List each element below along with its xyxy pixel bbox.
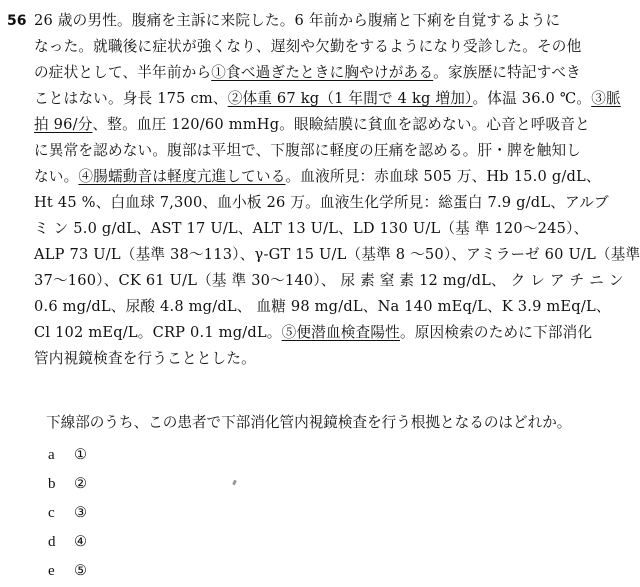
choice-b[interactable] [48,469,87,498]
stem-line-6: に異常を認めない。腹部は平坦で、下腹部に軽度の圧痛を認める。肝・脾を触知し [34,142,582,159]
choice-letter: d [48,534,56,550]
stem-text: 。家族歴に特記すべき [433,64,581,81]
question-stem [34,8,640,372]
stem-line-5 [34,112,590,138]
stem-line-11: 37～160）、CK 61 U/L（基 準 30～140）、 尿 素 窒 素 12 mg/dL、 ク レ ア チ ニ ン [34,272,624,289]
choice-letter: e [48,563,55,579]
stem-text: Cl 102 mEq/L。CRP 0.1 mg/dL。 [34,324,282,341]
stem-line-13 [34,320,593,346]
choice-d[interactable] [48,527,87,556]
stem-line-12: 0.6 mg/dL、尿酸 4.8 mg/dL、 血糖 98 mg/dL、Na 140 mEq/L、K 3.9 mEq/L、 [34,298,611,315]
stem-line-14: 管内視鏡検査を行うこととした。 [34,350,256,367]
choice-text: ⑤ [74,562,88,579]
scan-speck [232,480,237,486]
choice-c[interactable] [48,498,87,527]
underlined-finding-1: ①食べ過ぎたときに胸やけがある [211,64,434,81]
choice-text: ③ [74,504,88,521]
choice-e[interactable] [48,556,87,585]
underlined-finding-5: ⑤便潜血検査陽性 [281,324,400,341]
question-number: 56 [7,13,27,29]
choice-a[interactable] [48,440,87,469]
stem-text: 、整。血圧 120/60 mmHg。眼瞼結膜に貧血を認めない。心音と呼吸音と [92,116,590,133]
stem-line-9: ミ ン 5.0 g/dL、AST 17 U/L、ALT 13 U/L、LD 130 U/L（基 準 120～245）、 [34,220,589,237]
stem-line-2: なった。就職後に症状が強くなり、遅刻や欠勤をするようになり受診した。その他 [34,38,582,55]
underlined-finding-2: ②体重 67 kg（1 年間で 4 kg 増加） [227,90,473,107]
choice-text: ② [74,475,88,492]
question-prompt: 下線部のうち、この患者で下部消化管内視鏡検査を行う根拠となるのはどれか。 [46,414,572,431]
stem-line-1: 26 歳の男性。腹痛を主訴に来院した。6 年前から腹痛と下痢を自覚するように [34,12,561,29]
stem-text: ない。 [34,168,79,185]
stem-line-7 [34,164,601,190]
stem-text: 。原因検索のために下部消化 [399,324,593,341]
stem-line-8: Ht 45 %、白血球 7,300、血小板 26 万。血液生化学所見：総蛋白 7.9 g/dL、アルブ [34,194,609,211]
underlined-finding-4: ④腸蠕動音は軽度亢進している [78,168,286,185]
stem-line-3 [34,60,582,86]
choice-letter: b [48,476,56,492]
choice-letter: a [48,447,55,463]
choice-letter: c [48,505,55,521]
underlined-finding-3-end: 拍 96/分 [34,116,93,133]
stem-line-4 [34,86,621,112]
stem-text: の症状として、半年前から [34,64,212,81]
answer-choices [48,440,87,585]
stem-text: ことはない。身長 175 cm、 [34,90,228,107]
underlined-finding-3-start: ③脈 [591,90,621,107]
stem-text: 。体温 36.0 ℃。 [472,90,592,107]
choice-text: ④ [74,533,88,550]
stem-line-10: ALP 73 U/L（基準 38～113）、γ-GT 15 U/L（基準 8 ～50）、アミラーゼ 60 U/L（基準 [34,246,640,263]
stem-text: 。血液所見：赤血球 505 万、Hb 15.0 g/dL、 [285,168,601,185]
choice-text: ① [74,446,88,463]
